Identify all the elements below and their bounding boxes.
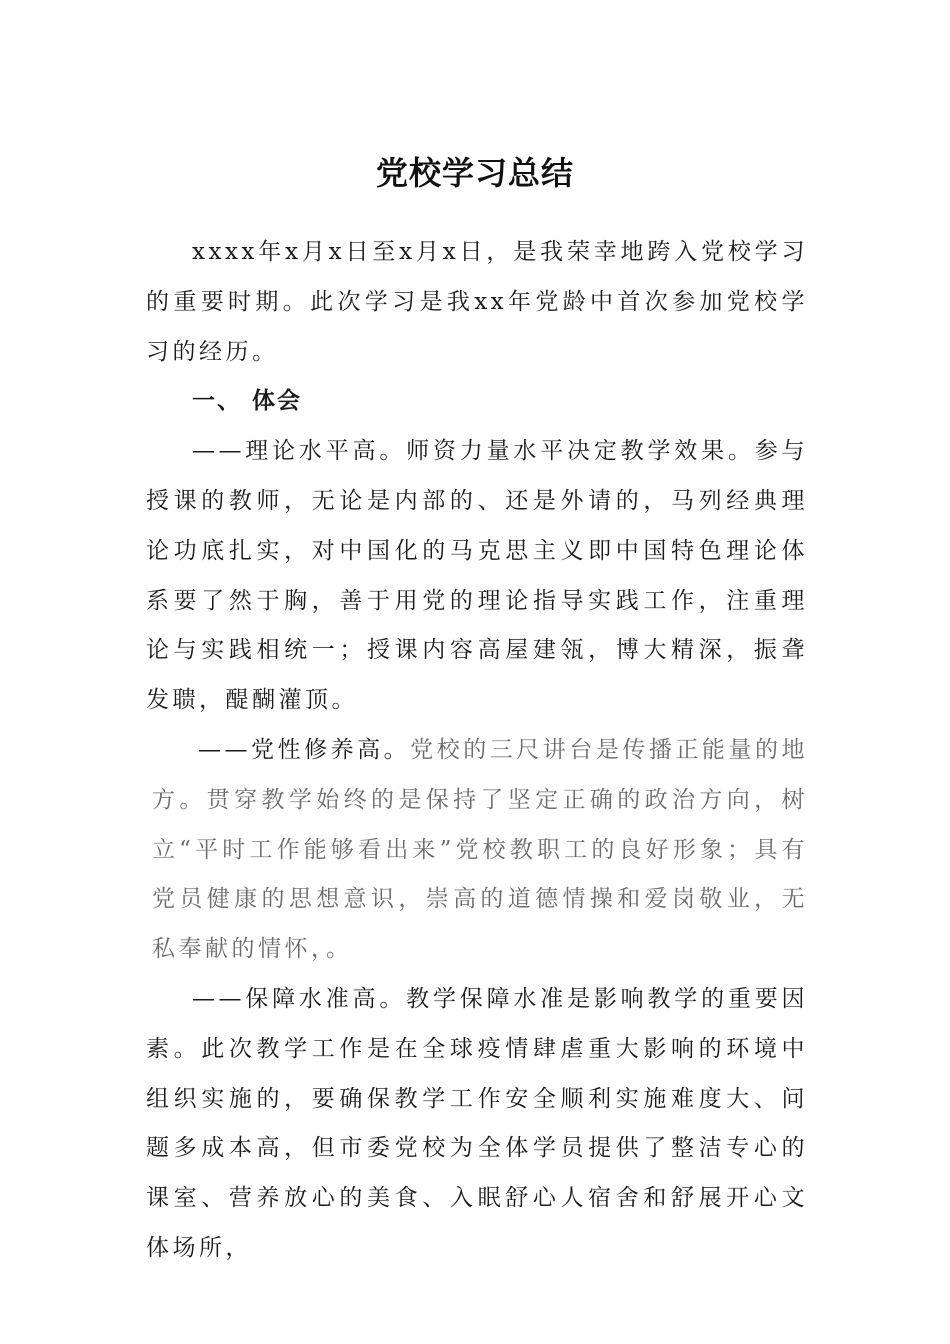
paragraph-support-lead: ——保障水准高。 — [192, 985, 407, 1012]
paragraph-support — [146, 975, 808, 1274]
paragraph-party-spirit — [146, 726, 808, 975]
paragraph-party-spirit-lead: ——党性修养高。 — [198, 736, 411, 763]
paragraph-theory — [146, 427, 808, 726]
paragraph-support-body: 教学保障水准是影响教学的重要因素。此次教学工作是在全球疫情肆虐重大影响的环境中组织实施的，要确保教学工作安全顺利实施难度大、问题多成本高，但市委党校为全体学员提供了整洁专心的课室、营养放心的美食、入眠舒心人宿舍和舒展开心文体场所， — [146, 985, 809, 1261]
document-body — [146, 228, 808, 1274]
section-heading: 一、 体会 — [192, 388, 303, 415]
paragraph-theory-body: 师资力量水平决定教学效果。参与授课的教师，无论是内部的、还是外请的，马列经典理论功底扎实，对中国化的马克思主义即中国特色理论体系要了然于胸，善于用党的理论指导实践工作，注重理论与实践相统一；授课内容高屋建瓴，博大精深，振聋发聩，醍醐灌顶。 — [146, 438, 809, 714]
paragraph-party-spirit-body: 党校的三尺讲台是传播正能量的地方。贯穿教学始终的是保持了坚定正确的政治方向，树立“平时工作能够看出来”党校教职工的良好形象；具有党员健康的思想意识，崇高的道德情操和爱岗敬业，无私奉献的情怀，。 — [152, 736, 809, 963]
document-title: 党校学习总结 — [375, 154, 574, 193]
intro-paragraph: xxxx年x月x日至x月x日，是我荣幸地跨入党校学习的重要时期。此次学习是我xx年党龄中首次参加党校学习的经历。 — [146, 239, 808, 365]
paragraph-theory-lead: ——理论水平高。 — [192, 438, 407, 465]
